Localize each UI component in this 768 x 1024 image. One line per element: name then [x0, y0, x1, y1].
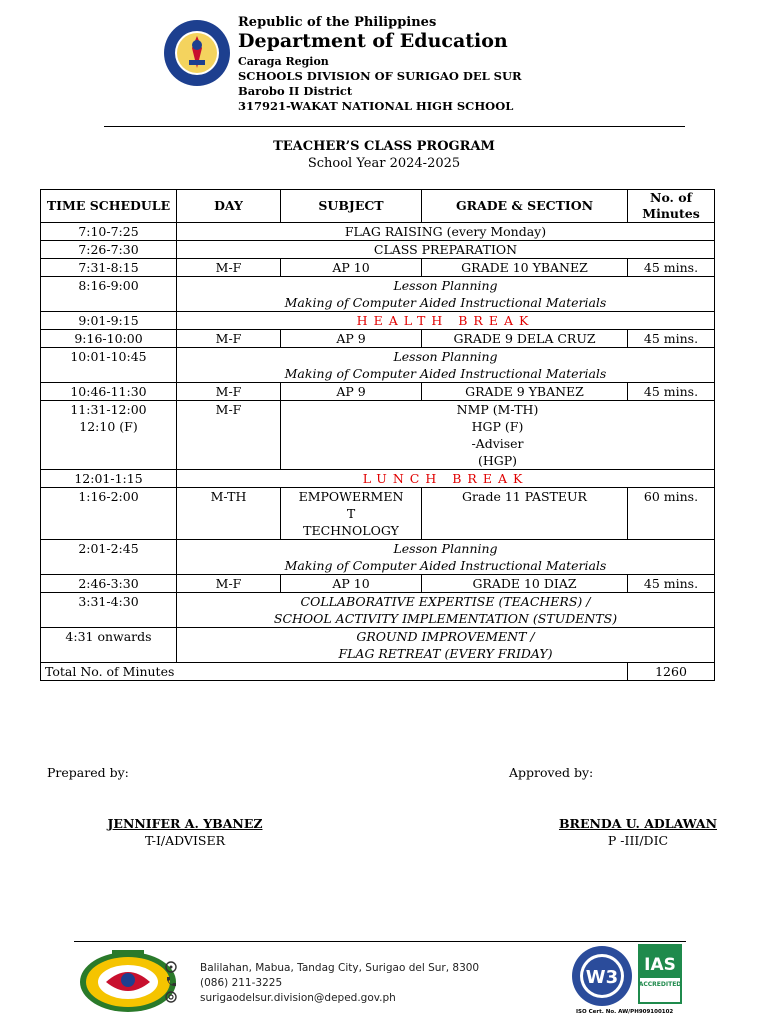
time-cell: 7:26-7:30 — [41, 241, 177, 259]
subject-cell: AP 9 — [281, 383, 422, 401]
email-icon — [164, 990, 178, 1004]
section-cell: GRADE 9 DELA CRUZ — [422, 330, 628, 348]
time-cell: 4:31 onwards — [41, 628, 177, 663]
activity-cell: FLAG RAISING (every Monday) — [177, 223, 715, 241]
col-header-time: TIME SCHEDULE — [41, 190, 177, 223]
department-name: Department of Education — [238, 30, 508, 52]
activity-line: Lesson Planning — [393, 278, 498, 293]
total-minutes: 1260 — [628, 663, 715, 681]
minutes-cell: 60 mins. — [628, 488, 715, 540]
health-break-cell: HEALTH BREAK — [177, 312, 715, 330]
activity-line: COLLABORATIVE EXPERTISE (TEACHERS) / — [300, 594, 591, 609]
table-header-row — [41, 190, 715, 223]
col-header-minutes: No. of Minutes — [628, 190, 715, 223]
time-cell: 12:01-1:15 — [41, 470, 177, 488]
deped-seal-logo — [162, 18, 232, 88]
col-header-day: DAY — [177, 190, 281, 223]
activity-line: GROUND IMPROVEMENT / — [356, 629, 535, 644]
day-cell: M-TH — [177, 488, 281, 540]
time-cell: 9:01-9:15 — [41, 312, 177, 330]
table-row — [41, 330, 715, 348]
table-row — [41, 488, 715, 540]
contact-details — [200, 961, 479, 1006]
w3-text: W3 — [585, 967, 619, 988]
section-cell: Grade 11 PASTEUR — [422, 488, 628, 540]
document-title: TEACHER’S CLASS PROGRAM — [273, 139, 495, 154]
activity-cell — [177, 540, 715, 575]
table-row — [41, 223, 715, 241]
advisory-line: HGP (F) — [471, 419, 524, 434]
subject-line: T — [346, 506, 356, 521]
class-program-table — [40, 189, 715, 681]
table-row — [41, 383, 715, 401]
region-line: Caraga Region — [238, 55, 329, 68]
day-cell: M-F — [177, 330, 281, 348]
table-row — [41, 540, 715, 575]
activity-cell — [177, 348, 715, 383]
time-cell: 10:46-11:30 — [41, 383, 177, 401]
activity-line: FLAG RETREAT (EVERY FRIDAY) — [338, 646, 553, 661]
minutes-cell: 45 mins. — [628, 383, 715, 401]
advisory-line: NMP (M-TH) — [456, 402, 539, 417]
activity-cell — [177, 277, 715, 312]
time-cell: 8:16-9:00 — [41, 277, 177, 312]
activity-line: Making of Computer Aided Instructional Materials — [284, 366, 607, 381]
table-row — [41, 470, 715, 488]
school-line: 317921-WAKAT NATIONAL HIGH SCHOOL — [238, 99, 514, 113]
day-cell: M-F — [177, 383, 281, 401]
time-cell: 3:31-4:30 — [41, 593, 177, 628]
preparer-name: JENNIFER A. YBANEZ — [107, 816, 263, 831]
w3-certification-logo — [570, 944, 634, 1008]
table-row — [41, 277, 715, 312]
table-row — [41, 628, 715, 663]
letterhead — [238, 16, 522, 116]
advisory-line: -Adviser — [471, 436, 524, 451]
activity-line: Lesson Planning — [393, 541, 498, 556]
activity-cell: CLASS PREPARATION — [177, 241, 715, 259]
activity-line: SCHOOL ACTIVITY IMPLEMENTATION (STUDENTS) — [273, 611, 618, 626]
activity-line: Making of Computer Aided Instructional Materials — [284, 295, 607, 310]
country-line: Republic of the Philippines — [238, 15, 437, 30]
col-header-section: GRADE & SECTION — [422, 190, 628, 223]
time-line: 12:10 (F) — [79, 419, 138, 434]
col-header-subject: SUBJECT — [281, 190, 422, 223]
activity-cell — [177, 593, 715, 628]
location-icon — [164, 960, 178, 974]
table-row — [41, 401, 715, 470]
iso-cert-number: ISO Cert. No. AW/PH909100102 — [576, 1009, 674, 1015]
time-cell: 1:16-2:00 — [41, 488, 177, 540]
phone-icon — [164, 975, 178, 989]
time-cell: 7:10-7:25 — [41, 223, 177, 241]
subject-line: EMPOWERMEN — [298, 489, 404, 504]
contact-icons — [164, 960, 182, 1004]
advisory-cell — [281, 401, 715, 470]
subject-cell: AP 10 — [281, 259, 422, 277]
minutes-cell: 45 mins. — [628, 259, 715, 277]
subject-cell: AP 10 — [281, 575, 422, 593]
header-divider — [104, 126, 685, 127]
table-row — [41, 593, 715, 628]
email-link[interactable]: surigaodelsur.division@deped.gov.ph — [200, 992, 396, 1004]
total-row — [41, 663, 715, 681]
preparer-signature-block — [90, 815, 280, 849]
footer-divider — [74, 941, 686, 942]
time-cell: 7:31-8:15 — [41, 259, 177, 277]
preparer-title: T-I/ADVISER — [145, 833, 225, 848]
approved-by-label: Approved by: — [509, 765, 594, 780]
ias-accreditation-logo — [638, 944, 682, 1004]
day-cell: M-F — [177, 575, 281, 593]
time-cell: 2:46-3:30 — [41, 575, 177, 593]
time-cell — [41, 401, 177, 470]
table-row — [41, 241, 715, 259]
total-label: Total No. of Minutes — [41, 663, 628, 681]
subject-line: TECHNOLOGY — [303, 523, 399, 538]
table-row — [41, 259, 715, 277]
table-row — [41, 312, 715, 330]
subject-cell — [281, 488, 422, 540]
advisory-line: (HGP) — [477, 453, 518, 468]
section-cell: GRADE 10 DIAZ — [422, 575, 628, 593]
day-cell: M-F — [177, 259, 281, 277]
day-cell: M-F — [177, 401, 281, 470]
address-text: Balilahan, Mabua, Tandag City, Surigao del Sur, 8300 — [200, 962, 480, 974]
ias-text: IAS — [644, 955, 676, 975]
activity-line: Lesson Planning — [393, 349, 498, 364]
school-year: School Year 2024-2025 — [307, 156, 461, 171]
ias-sub-text: ACCREDITED — [638, 981, 682, 988]
phone-text: (086) 211-3225 — [200, 977, 283, 989]
table-row — [41, 348, 715, 383]
time-cell: 9:16-10:00 — [41, 330, 177, 348]
approver-name: BRENDA U. ADLAWAN — [558, 816, 718, 831]
prepared-by-label: Prepared by: — [47, 765, 129, 780]
section-cell: GRADE 10 YBANEZ — [422, 259, 628, 277]
time-line: 11:31-12:00 — [70, 402, 147, 417]
division-line: SCHOOLS DIVISION OF SURIGAO DEL SUR — [238, 69, 522, 83]
table-row — [41, 575, 715, 593]
approver-signature-block — [540, 815, 736, 849]
district-line: Barobo II District — [238, 84, 353, 98]
minutes-cell: 45 mins. — [628, 330, 715, 348]
lunch-break-cell: LUNCH BREAK — [177, 470, 715, 488]
activity-cell — [177, 628, 715, 663]
subject-cell: AP 9 — [281, 330, 422, 348]
approver-title: P -III/DIC — [607, 833, 669, 848]
activity-line: Making of Computer Aided Instructional Materials — [284, 558, 607, 573]
minutes-cell: 45 mins. — [628, 575, 715, 593]
section-cell: GRADE 9 YBANEZ — [422, 383, 628, 401]
time-cell: 10:01-10:45 — [41, 348, 177, 383]
time-cell: 2:01-2:45 — [41, 540, 177, 575]
